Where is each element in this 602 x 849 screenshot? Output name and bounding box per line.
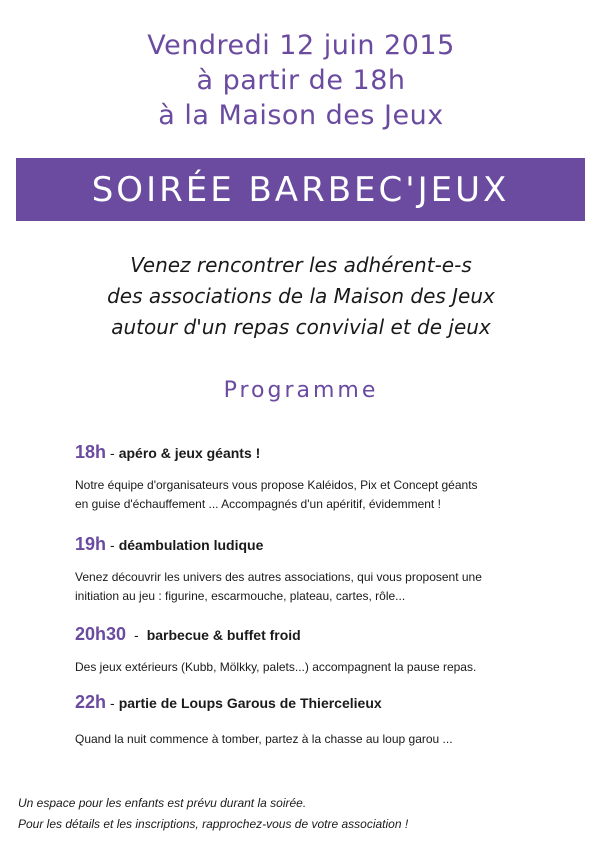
footer-line: Pour les détails et les inscriptions, rapprochez-vous de votre association ! (18, 817, 409, 831)
schedule-title: partie de Loups Garous de Thiercelieux (118, 695, 382, 711)
schedule-separator: - (134, 627, 139, 643)
schedule-separator: - (110, 445, 115, 461)
schedule-item (75, 692, 575, 749)
schedule-time: 19h (75, 534, 107, 554)
event-title: SOIRÉE BARBEC'JEUX (91, 169, 510, 210)
intro-line: Venez rencontrer les adhérent-e-s (130, 253, 472, 277)
programme-schedule (75, 442, 575, 749)
footer-notes (18, 793, 408, 835)
schedule-separator: - (110, 537, 115, 553)
description-line: en guise d'échauffement ... Accompagnés d'un apéritif, évidemment ! (75, 497, 441, 511)
schedule-item (75, 534, 575, 624)
intro-text (0, 250, 602, 343)
schedule-description (75, 476, 575, 514)
schedule-time: 20h30 (75, 624, 127, 644)
schedule-description (75, 568, 575, 606)
footer-line: Un espace pour les enfants est prévu durant la soirée. (18, 796, 307, 810)
event-date-header (0, 28, 602, 133)
schedule-item (75, 624, 575, 692)
schedule-description (75, 730, 575, 749)
event-time: à partir de 18h (196, 65, 406, 96)
event-date: Vendredi 12 juin 2015 (147, 30, 455, 61)
description-line: Des jeux extérieurs (Kubb, Mölkky, palets...) accompagnent la pause repas. (75, 660, 477, 674)
schedule-description (75, 658, 575, 677)
schedule-item (75, 442, 575, 534)
title-banner (16, 158, 585, 221)
schedule-time: 18h (75, 442, 107, 462)
schedule-separator: - (110, 695, 115, 711)
schedule-title: déambulation ludique (118, 537, 264, 553)
description-line: initiation au jeu : figurine, escarmouche, plateau, cartes, rôle... (75, 589, 406, 603)
intro-line: autour d'un repas convivial et de jeux (111, 315, 491, 339)
description-line: Venez découvrir les univers des autres associations, qui vous proposent une (75, 570, 482, 584)
schedule-title: barbecue & buffet froid (146, 627, 301, 643)
programme-heading: Programme (223, 378, 379, 403)
description-line: Quand la nuit commence à tomber, partez à la chasse au loup garou ... (75, 732, 453, 746)
description-line: Notre équipe d'organisateurs vous propose Kaléidos, Pix et Concept géants (75, 478, 478, 492)
schedule-time: 22h (75, 692, 107, 712)
event-location: à la Maison des Jeux (158, 100, 444, 131)
schedule-title: apéro & jeux géants ! (118, 445, 261, 461)
intro-line: des associations de la Maison des Jeux (107, 284, 495, 308)
